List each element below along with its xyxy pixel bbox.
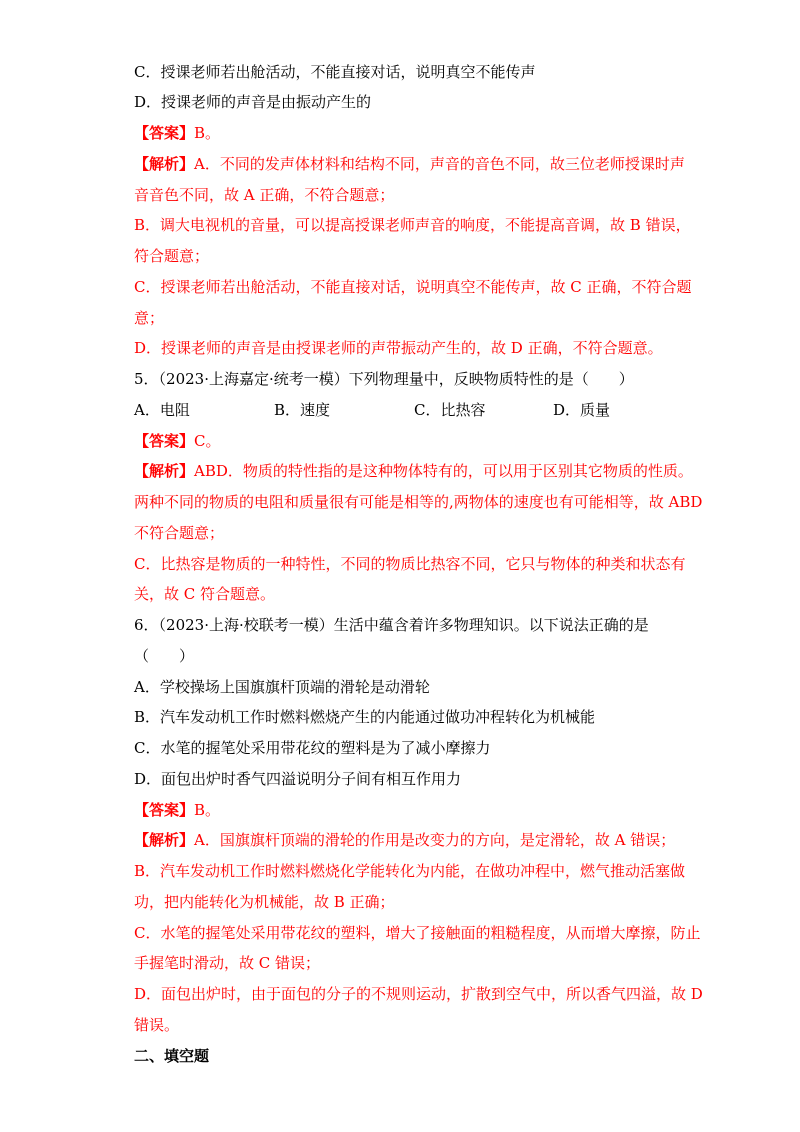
q4-analysis-line: C．授课老师若出舱活动，不能直接对话，说明真空不能传声，故 C 正确，不符合题 [134,278,692,296]
q4-answer [134,123,220,143]
analysis-tag: 【解析】 [134,462,195,480]
q4-analysis-line: 音音色不同，故 A 正确，不符合题意； [134,186,395,204]
q5-option-a: A．电阻 [134,401,190,419]
q6-analysis-line [134,830,675,850]
answer-value: C。 [194,432,221,450]
q5-analysis-line: 不符合题意； [134,524,225,542]
q4-analysis-line: D．授课老师的声音是由授课老师的声带振动产生的，故 D 正确，不符合题意。 [134,339,663,357]
q5-answer [134,431,221,451]
q5-analysis-line: C．比热容是物质的一种特性，不同的物质比热容不同，它只与物体的种类和状态有 [134,555,686,573]
q6-analysis-line: 功，把内能转化为机械能，故 B 正确； [134,893,395,911]
q5-options [134,400,694,420]
q4-option-c: C．授课老师若出舱活动，不能直接对话，说明真空不能传声 [134,63,536,81]
q4-analysis-line [134,154,685,174]
q5-analysis-line: 关，故 C 符合题意。 [134,585,276,603]
q4-analysis-line: 意； [134,309,165,327]
q5-analysis-line: 两种不同的物质的电阻和质量很有可能是相等的,两物体的速度也有可能相等，故 ABD [134,493,703,511]
answer-tag: 【答案】 [134,432,195,450]
q6-analysis-line: 错误。 [134,1016,180,1034]
q6-stem-paren: （ ） [134,647,195,665]
q6-stem: 6．（2023·上海·校联考一模）生活中蕴含着许多物理知识。以下说法正确的是 [134,616,649,634]
q4-option-d: D．授课老师的声音是由振动产生的 [134,93,372,111]
answer-tag: 【答案】 [134,124,195,142]
q6-answer [134,800,220,820]
analysis-tag: 【解析】 [134,831,195,849]
q6-option-b: B．汽车发动机工作时燃料燃烧产生的内能通过做功冲程转化为机械能 [134,708,596,726]
answer-value: B。 [194,801,221,819]
analysis-text: A．国旗旗杆顶端的滑轮的作用是改变力的方向，是定滑轮，故 A 错误； [194,831,676,849]
q5-option-c: C．比热容 [414,401,486,419]
analysis-tag: 【解析】 [134,155,195,173]
q6-analysis-line: D．面包出炉时，由于面包的分子的不规则运动，扩散到空气中，所以香气四溢，故 D [134,985,703,1003]
q6-option-a: A．学校操场上国旗旗杆顶端的滑轮是动滑轮 [134,678,430,696]
answer-value: B。 [194,124,221,142]
q6-option-d: D．面包出炉时香气四溢说明分子间有相互作用力 [134,770,462,788]
q6-analysis-line: C．水笔的握笔处采用带花纹的塑料，增大了接触面的粗糙程度，从而增大摩擦，防止 [134,924,701,942]
q4-analysis-line: B．调大电视机的音量，可以提高授课老师声音的响度，不能提高音调，故 B 错误， [134,216,691,234]
section-heading: 二、填空题 [134,1047,210,1065]
q4-analysis-line: 符合题意； [134,247,210,265]
analysis-text: ABD．物质的特性指的是这种物体特有的，可以用于区别其它物质的性质。 [194,462,693,480]
analysis-text: A．不同的发声体材料和结构不同，声音的音色不同，故三位老师授课时声 [194,155,685,173]
q5-stem: 5．（2023·上海嘉定·统考一模）下列物理量中，反映物质特性的是（ ） [134,370,634,388]
answer-tag: 【答案】 [134,801,195,819]
q5-analysis-line [134,461,693,481]
q6-analysis-line: 手握笔时滑动，故 C 错误； [134,954,321,972]
q6-analysis-line: B．汽车发动机工作时燃料燃烧化学能转化为内能，在做功冲程中，燃气推动活塞做 [134,862,686,880]
q6-option-c: C．水笔的握笔处采用带花纹的塑料是为了减小摩擦力 [134,739,491,757]
q5-option-b: B．速度 [274,401,331,419]
q5-option-d: D．质量 [553,401,611,419]
